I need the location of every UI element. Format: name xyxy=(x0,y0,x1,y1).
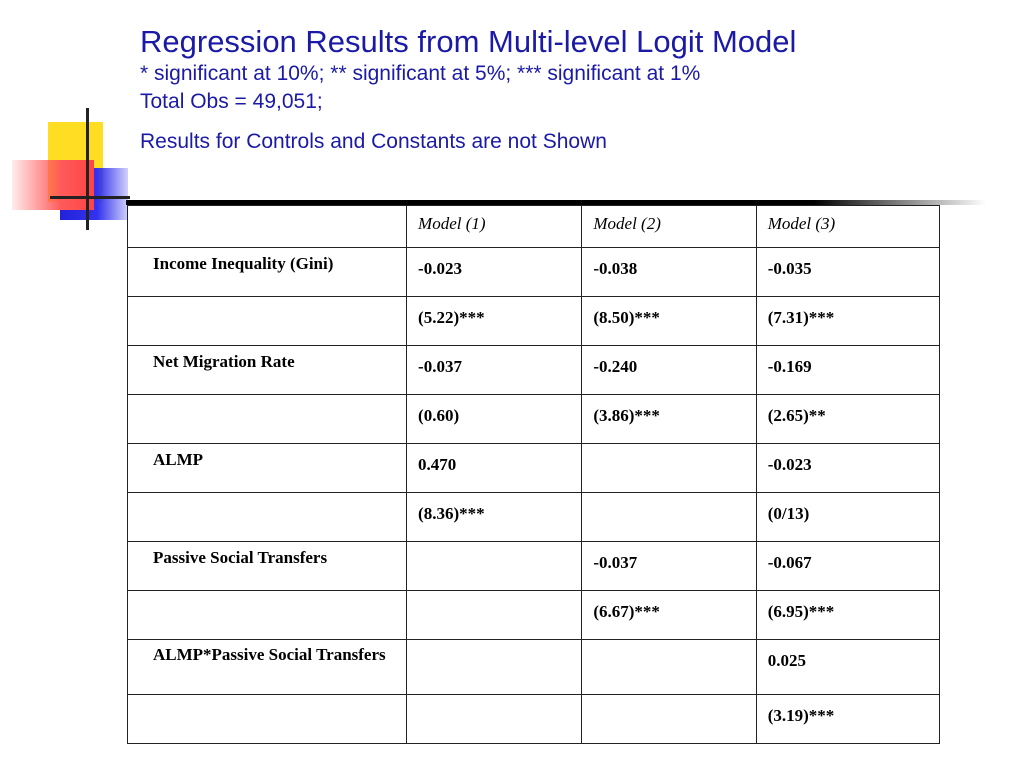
row-label xyxy=(128,297,407,346)
header-cell xyxy=(128,206,407,248)
decorative-red-bar xyxy=(12,160,94,210)
decorative-vertical-line xyxy=(86,108,89,230)
table-row xyxy=(128,640,940,695)
row-label: ALMP*Passive Social Transfers xyxy=(128,640,407,695)
table-cell: -0.037 xyxy=(582,542,756,591)
table-cell: (3.86)*** xyxy=(582,395,756,444)
table-cell: -0.240 xyxy=(582,346,756,395)
table-row xyxy=(128,542,940,591)
table-cell xyxy=(582,444,756,493)
row-label xyxy=(128,695,407,744)
slide-title: Regression Results from Multi-level Logit Model xyxy=(140,24,797,59)
table-row xyxy=(128,695,940,744)
table-row xyxy=(128,248,940,297)
table-cell: -0.067 xyxy=(756,542,939,591)
header-cell-model-3: Model (3) xyxy=(756,206,939,248)
controls-note: Results for Controls and Constants are not Shown xyxy=(140,130,607,153)
slide-header xyxy=(140,24,1010,156)
table-cell xyxy=(407,640,582,695)
table-cell: 0.470 xyxy=(407,444,582,493)
table-cell: -0.035 xyxy=(756,248,939,297)
significance-note: * significant at 10%; ** significant at 5%; *** significant at 1% xyxy=(140,62,701,85)
table-row xyxy=(128,395,940,444)
table-cell: (8.36)*** xyxy=(407,493,582,542)
table-cell xyxy=(407,695,582,744)
table-cell: 0.025 xyxy=(756,640,939,695)
table-cell: -0.169 xyxy=(756,346,939,395)
row-label: ALMP xyxy=(128,444,407,493)
table-cell xyxy=(407,542,582,591)
table-cell: (6.67)*** xyxy=(582,591,756,640)
table-cell: (3.19)*** xyxy=(756,695,939,744)
table-row xyxy=(128,591,940,640)
header-cell-model-1: Model (1) xyxy=(407,206,582,248)
row-label: Income Inequality (Gini) xyxy=(128,248,407,297)
table-cell: -0.023 xyxy=(756,444,939,493)
table-cell: (6.95)*** xyxy=(756,591,939,640)
table-cell: -0.038 xyxy=(582,248,756,297)
regression-results-table xyxy=(127,205,940,744)
table-cell: (5.22)*** xyxy=(407,297,582,346)
table-cell xyxy=(582,640,756,695)
row-label xyxy=(128,493,407,542)
table-row xyxy=(128,346,940,395)
table-row xyxy=(128,493,940,542)
table-cell: (8.50)*** xyxy=(582,297,756,346)
table-cell xyxy=(407,591,582,640)
row-label xyxy=(128,591,407,640)
total-observations: Total Obs = 49,051; xyxy=(140,90,323,113)
table-cell: -0.037 xyxy=(407,346,582,395)
table-row xyxy=(128,444,940,493)
row-label: Net Migration Rate xyxy=(128,346,407,395)
header-cell-model-2: Model (2) xyxy=(582,206,756,248)
table-cell: -0.023 xyxy=(407,248,582,297)
table-cell: (7.31)*** xyxy=(756,297,939,346)
table-cell xyxy=(582,695,756,744)
table-cell: (0/13) xyxy=(756,493,939,542)
table-row xyxy=(128,297,940,346)
table-cell: (0.60) xyxy=(407,395,582,444)
decorative-horizontal-line xyxy=(50,196,130,199)
table-cell: (2.65)** xyxy=(756,395,939,444)
table-header-row xyxy=(128,206,940,248)
table-cell xyxy=(582,493,756,542)
row-label: Passive Social Transfers xyxy=(128,542,407,591)
row-label xyxy=(128,395,407,444)
